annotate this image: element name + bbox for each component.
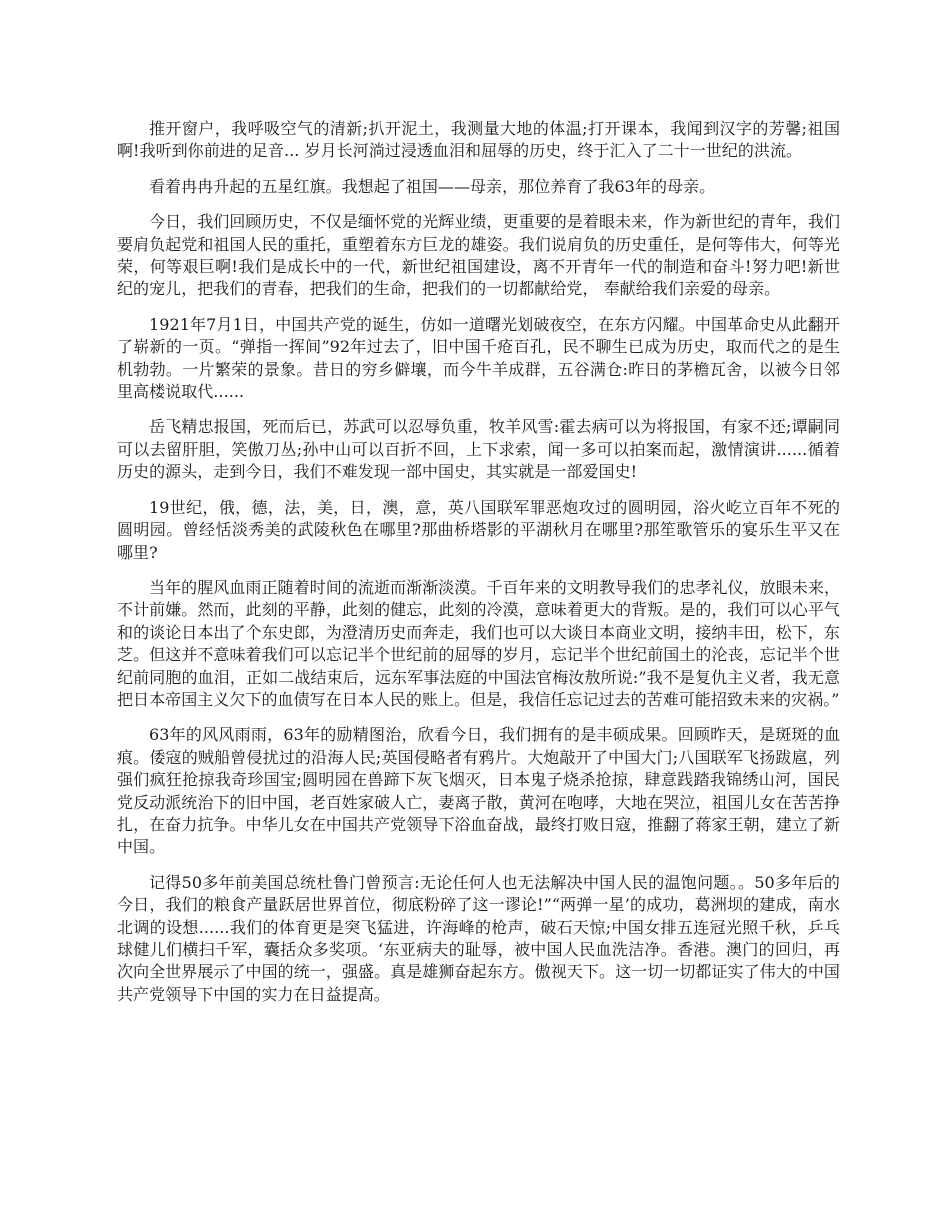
- paragraph: 当年的腥风血雨正随着时间的流逝而渐渐淡漠。千百年来的文明教导我们的忠孝礼仪，放眼未来，不计前嫌。然而，此刻的平静，此刻的健忘，此刻的冷漠，意味着更大的背叛。是的，我们可以心平气和的谈论日本出了个东史郎，为澄清历史而奔走，我们也可以大谈日本商业文明，接纳丰田，松下，东芝。但这并不意味着我们可以忘记半个世纪前的屈辱的岁月，忘记半个世纪前国土的沦丧，忘记半个世纪前同胞的血泪，正如二战结束后，远东军事法庭的中国法官梅汝敖所说:”我不是复仇主义者，我无意把日本帝国主义欠下的血债写在日本人民的账上。但是，我信任忘记过去的苦难可能招致未来的灾祸。”: [117, 577, 840, 709]
- paragraph: 推开窗户，我呼吸空气的清新;扒开泥土，我测量大地的体温;打开课本，我闻到汉字的芳馨;祖国啊!我听到你前进的足音... 岁月长河淌过浸透血泪和屈辱的历史，终于汇入了二十一世纪的洪流。: [117, 119, 840, 161]
- paragraph: 19世纪，俄，德，法，美，日，澳，意，英八国联军罪恶炮攻过的圆明园，浴火屹立百年不死的圆明园。曾经恬淡秀美的武陵秋色在哪里?那曲桥塔影的平湖秋月在哪里?那笙歌管乐的宴乐生平又在哪里?: [117, 497, 840, 562]
- document-body: [117, 118, 840, 1019]
- paragraph: 岳飞精忠报国，死而后已，苏武可以忍辱负重，牧羊风雪:霍去病可以为将报国，有家不还;谭嗣同可以去留肝胆，笑傲刀丛;孙中山可以百折不回，上下求索，闻一多可以拍案而起，激情演讲......循着历史的源头，走到今日，我们不难发现一部中国史，其实就是一部爱国史!: [117, 417, 840, 482]
- paragraph: 记得50多年前美国总统杜鲁门曾预言:无论任何人也无法解决中国人民的温饱问题。。50多年后的今日，我们的粮食产量跃居世界首位，彻底粉碎了这一谬论!”“两弹一星’的成功，葛洲坝的建成，南水北调的设想......我们的体育更是突飞猛进，许海峰的枪声，破石天惊;中国女排五连冠光照千秋，乒乓球健儿们横扫千军，囊括众多奖项。‘东亚病夫的耻辱，被中国人民血洗洁净。香港。澳门的回归，再次向全世界展示了中国的统一，强盛。真是雄狮奋起东方。傲视天下。这一切一切都证实了伟大的中国共产党领导下中国的实力在日益提高。: [117, 872, 840, 1004]
- paragraph: 63年的风风雨雨，63年的励精图治，欣看今日，我们拥有的是丰硕成果。回顾昨天，是斑斑的血痕。倭寇的贼船曾侵扰过的沿海人民;英国侵略者有鸦片。大炮敲开了中国大门;八国联军飞扬跋扈，列强们疯狂抢掠我奇珍国宝;圆明园在兽蹄下灰飞烟灭，日本鬼子烧杀抢掠，肆意践踏我锦绣山河，国民党反动派统治下的旧中国，老百姓家破人亡，妻离子散，黄河在咆哮，大地在哭泣，祖国儿女在苦苦挣扎，在奋力抗争。中华儿女在中国共产党领导下浴血奋战，最终打败日寇，推翻了蒋家王朝，建立了新中国。: [117, 725, 840, 857]
- paragraph: 看着冉冉升起的五星红旗。我想起了祖国——母亲，那位养育了我63年的母亲。: [149, 176, 716, 196]
- paragraph: 1921年7月1日，中国共产党的诞生，仿如一道曙光划破夜空，在东方闪耀。中国革命史从此翻开了崭新的一页。“弹指一挥间”92年过去了，旧中国千疮百孔，民不聊生已成为历史，取而代之的是生机勃勃。一片繁荣的景象。昔日的穷乡僻壤，而今牛羊成群，五谷满仓:昨日的茅檐瓦舍，以被今日邻里高楼说取代......: [117, 314, 840, 402]
- paragraph: 今日，我们回顾历史，不仅是缅怀党的光辉业绩，更重要的是着眼未来，作为新世纪的青年，我们要肩负起党和祖国人民的重托，重塑着东方巨龙的雄姿。我们说肩负的历史重任，是何等伟大，何等光荣，何等艰巨啊!我们是成长中的一代，新世纪祖国建设，离不开青年一代的制造和奋斗!努力吧!新世纪的宠儿，把我们的青春，把我们的生命，把我们的一切都献给党， 奉献给我们亲爱的母亲。: [117, 212, 840, 299]
